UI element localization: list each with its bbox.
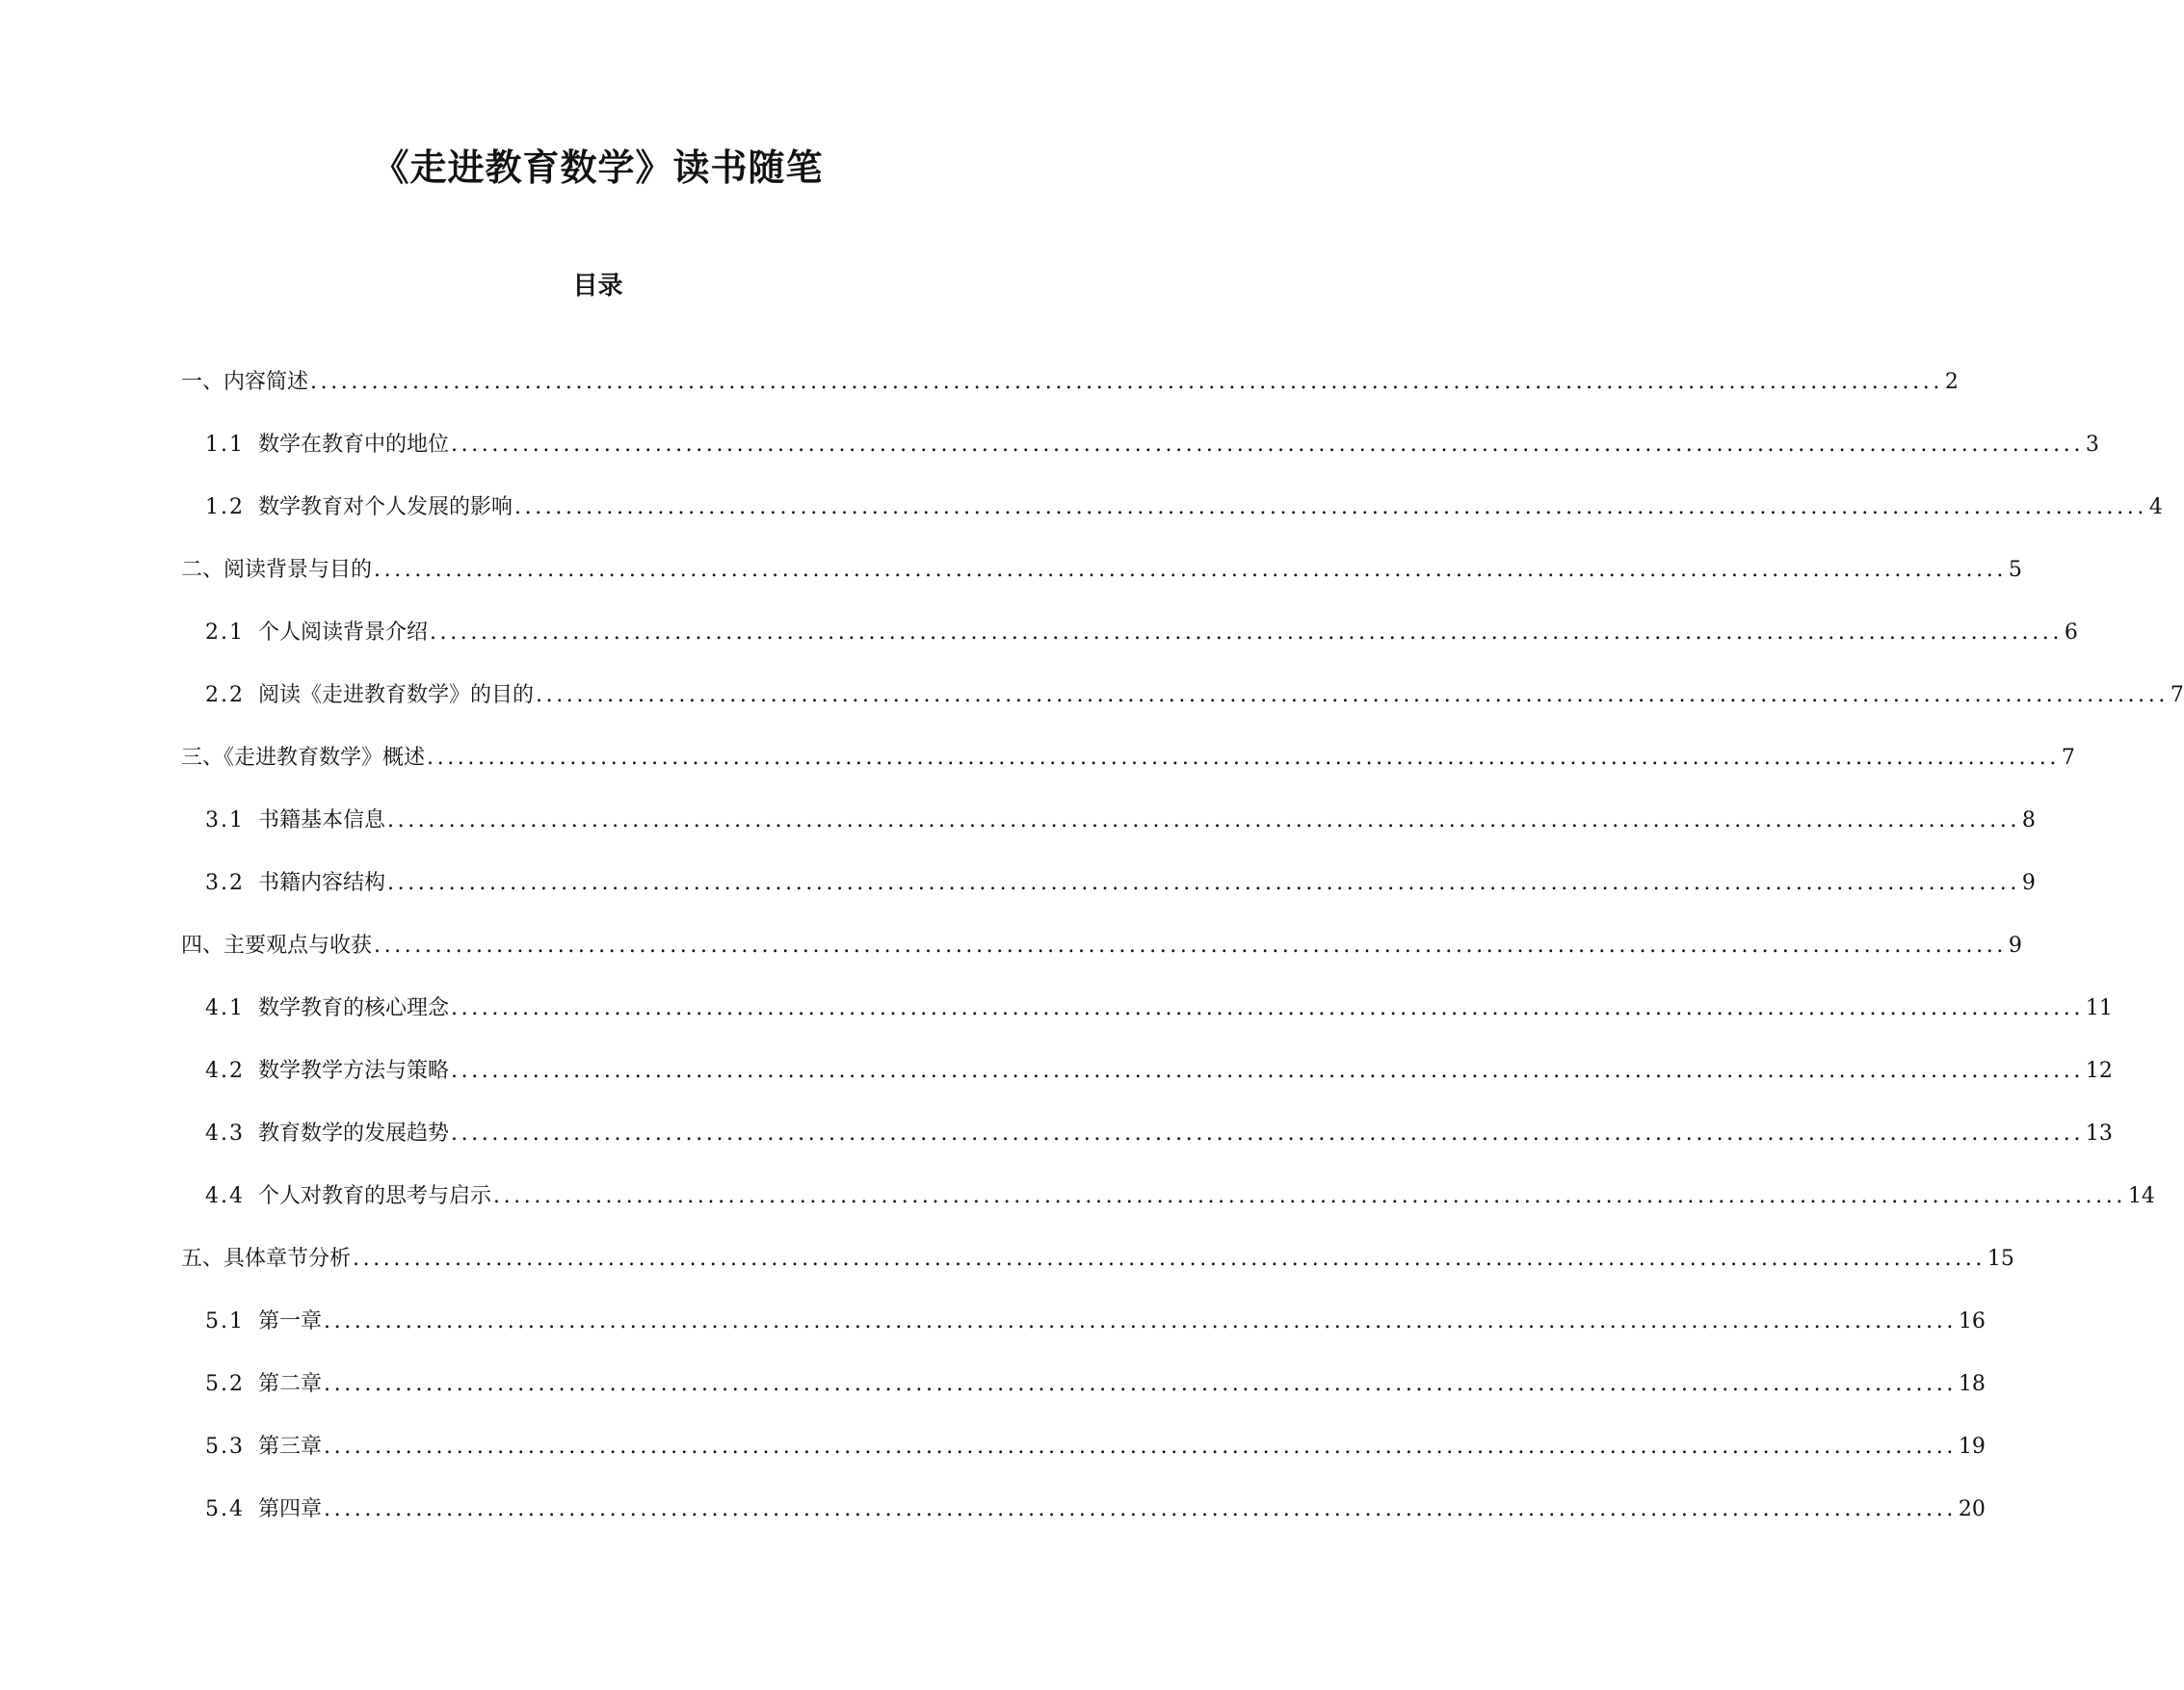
- toc-leader-dots: ................................................................................................................................................................: [324, 1435, 1957, 1459]
- toc-entry-page: 12: [2085, 1059, 2113, 1083]
- toc-entry-page: 16: [1958, 1309, 1986, 1334]
- toc-entry[interactable]: [0, 368, 1959, 431]
- toc-entry[interactable]: [0, 431, 2099, 493]
- toc-entry-number: 3.1: [205, 808, 245, 832]
- toc-entry[interactable]: [0, 1495, 1986, 1558]
- toc-leader-dots: ................................................................................................................................................................: [387, 871, 2020, 895]
- toc-entry-text: 数学教学方法与策略: [258, 1059, 450, 1083]
- toc-entry[interactable]: [0, 1120, 2113, 1182]
- toc-entry[interactable]: [0, 493, 2163, 556]
- toc-entry-text: 四、主要观点与收获: [181, 934, 373, 958]
- toc-entry-page: 3: [2085, 433, 2099, 457]
- toc-entry-text: 第四章: [258, 1497, 323, 1521]
- toc-entry[interactable]: [0, 1370, 1986, 1433]
- toc-entry-number: 1.1: [205, 433, 245, 457]
- toc-entry-page: 8: [2021, 808, 2036, 832]
- toc-leader-dots: ................................................................................................................................................................: [493, 1184, 2126, 1208]
- toc-entry-text: 第一章: [258, 1309, 323, 1334]
- toc-entry[interactable]: [0, 994, 2113, 1057]
- toc-entry-page: 9: [2008, 934, 2022, 958]
- table-of-contents: [0, 368, 2184, 1558]
- toc-entry[interactable]: [0, 556, 2022, 619]
- toc-entry[interactable]: [0, 1057, 2113, 1120]
- toc-entry-page: 18: [1958, 1372, 1986, 1396]
- toc-leader-dots: ................................................................................................................................................................: [536, 683, 2169, 707]
- toc-leader-dots: ................................................................................................................................................................: [430, 621, 2063, 645]
- toc-entry-page: 7: [2061, 746, 2075, 770]
- toc-entry-number: 5.3: [205, 1435, 245, 1459]
- document-title: 《走进教育数学》读书随笔: [372, 145, 824, 189]
- toc-entry-page: 5: [2008, 558, 2022, 582]
- toc-leader-dots: ................................................................................................................................................................: [374, 934, 2007, 958]
- toc-leader-dots: ................................................................................................................................................................: [324, 1309, 1957, 1334]
- toc-leader-dots: ................................................................................................................................................................: [310, 370, 1943, 394]
- toc-entry-text: 二、阅读背景与目的: [181, 558, 373, 582]
- toc-entry[interactable]: [0, 1433, 1986, 1495]
- toc-entry[interactable]: [0, 1307, 1986, 1370]
- toc-entry-page: 11: [2085, 996, 2113, 1020]
- toc-entry[interactable]: [0, 1245, 2014, 1307]
- toc-entry-page: 20: [1958, 1497, 1986, 1521]
- toc-leader-dots: ................................................................................................................................................................: [374, 558, 2007, 582]
- toc-entry-text: 教育数学的发展趋势: [258, 1122, 450, 1146]
- toc-entry-text: 第三章: [258, 1435, 323, 1459]
- toc-entry-page: 14: [2127, 1184, 2155, 1208]
- toc-entry[interactable]: [0, 869, 2036, 932]
- toc-entry-text: 阅读《走进教育数学》的目的: [258, 683, 535, 707]
- toc-entry-number: 3.2: [205, 871, 245, 895]
- toc-entry[interactable]: [0, 806, 2036, 869]
- toc-entry-text: 五、具体章节分析: [181, 1247, 352, 1271]
- toc-entry-text: 一、内容简述: [181, 370, 309, 394]
- toc-entry-text: 个人对教育的思考与启示: [258, 1184, 492, 1208]
- toc-entry[interactable]: [0, 744, 2075, 806]
- toc-entry-number: 5.2: [205, 1372, 245, 1396]
- toc-leader-dots: ................................................................................................................................................................: [451, 1122, 2084, 1146]
- toc-entry-number: 4.1: [205, 996, 245, 1020]
- toc-leader-dots: ................................................................................................................................................................: [324, 1497, 1957, 1521]
- toc-entry-page: 15: [1987, 1247, 2014, 1271]
- toc-leader-dots: ................................................................................................................................................................: [353, 1247, 1986, 1271]
- toc-entry-page: 13: [2085, 1122, 2113, 1146]
- toc-leader-dots: ................................................................................................................................................................: [324, 1372, 1957, 1396]
- toc-entry-text: 书籍内容结构: [258, 871, 386, 895]
- toc-entry-page: 6: [2064, 621, 2078, 645]
- toc-entry-page: 2: [1944, 370, 1959, 394]
- toc-leader-dots: ................................................................................................................................................................: [451, 433, 2084, 457]
- toc-entry-text: 数学教育的核心理念: [258, 996, 450, 1020]
- toc-entry[interactable]: [0, 681, 2184, 744]
- toc-entry-number: 2.1: [205, 621, 245, 645]
- toc-entry-text: 数学在教育中的地位: [258, 433, 450, 457]
- toc-entry-number: 1.2: [205, 495, 245, 519]
- toc-entry-number: 4.2: [205, 1059, 245, 1083]
- toc-entry-number: 4.3: [205, 1122, 245, 1146]
- toc-entry-number: 5.1: [205, 1309, 245, 1334]
- toc-leader-dots: ................................................................................................................................................................: [514, 495, 2147, 519]
- toc-leader-dots: ................................................................................................................................................................: [387, 808, 2020, 832]
- toc-entry[interactable]: [0, 932, 2022, 994]
- toc-entry-number: 2.2: [205, 683, 245, 707]
- toc-leader-dots: ................................................................................................................................................................: [427, 746, 2060, 770]
- toc-entry-text: 数学教育对个人发展的影响: [258, 495, 513, 519]
- toc-entry-page: 9: [2021, 871, 2036, 895]
- toc-entry-number: 4.4: [205, 1184, 245, 1208]
- toc-leader-dots: ................................................................................................................................................................: [451, 1059, 2084, 1083]
- toc-entry[interactable]: [0, 619, 2078, 681]
- toc-heading: 目录: [572, 272, 623, 301]
- toc-entry[interactable]: [0, 1182, 2155, 1245]
- toc-entry-text: 三、《走进教育数学》概述: [181, 746, 426, 770]
- toc-entry-number: 5.4: [205, 1497, 245, 1521]
- toc-entry-text: 书籍基本信息: [258, 808, 386, 832]
- toc-leader-dots: ................................................................................................................................................................: [451, 996, 2084, 1020]
- toc-entry-text: 个人阅读背景介绍: [258, 621, 429, 645]
- toc-entry-page: 4: [2148, 495, 2163, 519]
- toc-entry-page: 19: [1958, 1435, 1986, 1459]
- toc-entry-text: 第二章: [258, 1372, 323, 1396]
- toc-entry-page: 7: [2170, 683, 2184, 707]
